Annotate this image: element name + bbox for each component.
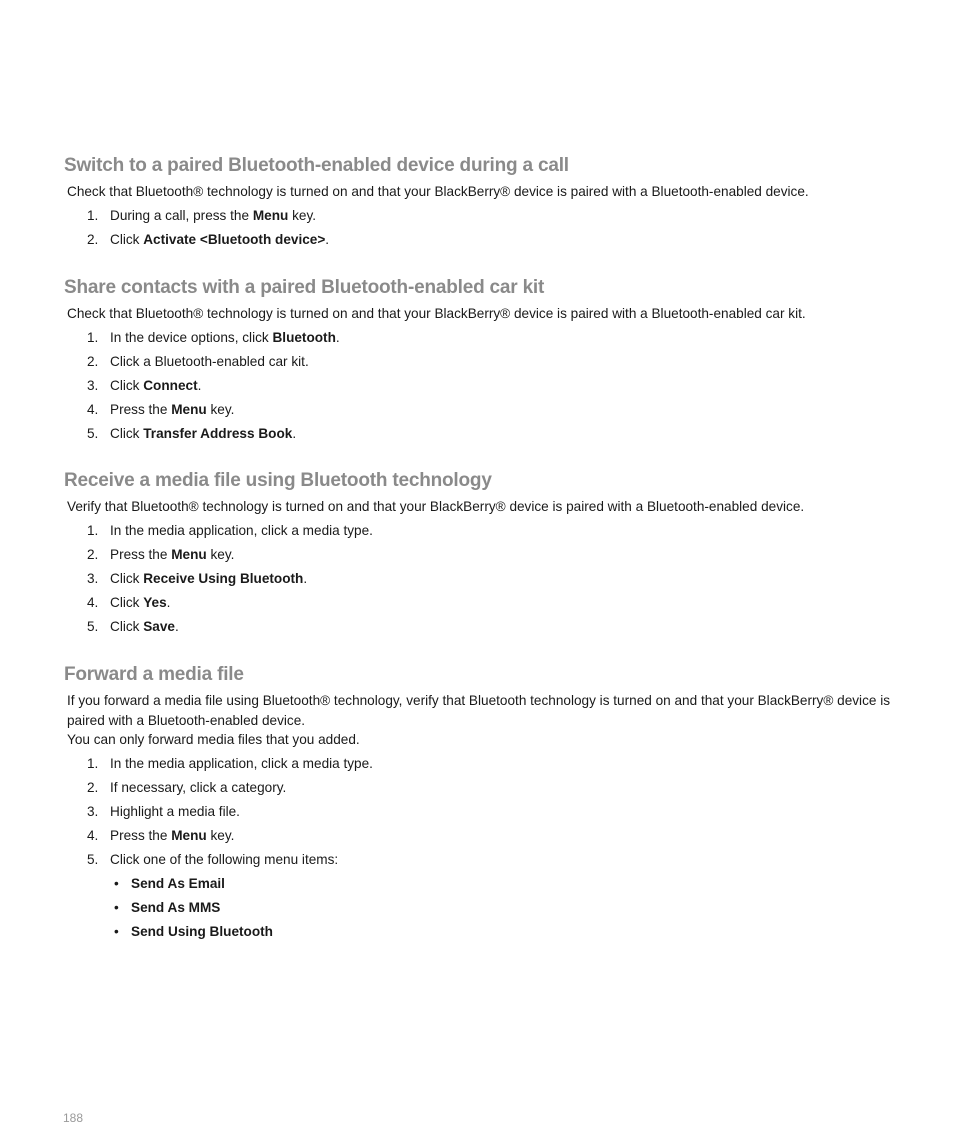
step-text: Highlight a media file. [110, 804, 240, 819]
page-number: 188 [63, 1111, 84, 1125]
step-text: Click Transfer Address Book. [110, 426, 297, 441]
step-number: 2. [87, 780, 99, 795]
section-note: You can only forward media files that you added. [67, 732, 360, 747]
menu-item-label: Send Using Bluetooth [131, 924, 273, 939]
step-text: Press the Menu key. [110, 547, 235, 562]
step-text: Click Activate <Bluetooth device>. [110, 232, 330, 247]
step-text: Press the Menu key. [110, 402, 235, 417]
section-intro: Check that Bluetooth® technology is turned on and that your BlackBerry® device is paired with a Bluetooth-enabled car kit. [67, 306, 806, 321]
step-number: 1. [87, 523, 99, 538]
step-number: 1. [87, 330, 99, 345]
step-number: 5. [87, 852, 99, 867]
step-number: 1. [87, 208, 99, 223]
step-number: 3. [87, 804, 99, 819]
step-number: 5. [87, 619, 99, 634]
step-text: Click one of the following menu items: [110, 852, 339, 867]
step-number: 3. [87, 378, 99, 393]
menu-item-label: Send As MMS [131, 900, 221, 915]
step-number: 4. [87, 828, 99, 843]
menu-item-label: Send As Email [131, 876, 225, 891]
step-text: In the media application, click a media type. [110, 756, 373, 771]
section-heading: Forward a media file [64, 664, 244, 685]
step-text: In the device options, click Bluetooth. [110, 330, 340, 345]
bullet-icon: • [114, 876, 119, 891]
section-heading: Share contacts with a paired Bluetooth-enabled car kit [64, 277, 545, 298]
step-number: 4. [87, 402, 99, 417]
step-text: Click Save. [110, 619, 179, 634]
step-text: Click Connect. [110, 378, 202, 393]
step-number: 5. [87, 426, 99, 441]
step-number: 1. [87, 756, 99, 771]
step-text: During a call, press the Menu key. [110, 208, 317, 223]
step-text: If necessary, click a category. [110, 780, 287, 795]
step-text: Click Receive Using Bluetooth. [110, 571, 308, 586]
step-number: 2. [87, 354, 99, 369]
section-heading: Switch to a paired Bluetooth-enabled device during a call [64, 155, 569, 176]
step-number: 3. [87, 571, 99, 586]
section-intro: If you forward a media file using Bluetooth® technology, verify that Bluetooth technology is turned on and that your BlackBerry® device is paired with a Bluetooth-enabled device. [67, 693, 891, 728]
step-number: 2. [87, 232, 99, 247]
bullet-icon: • [114, 900, 119, 915]
step-text: Click a Bluetooth-enabled car kit. [110, 354, 309, 369]
section-intro: Verify that Bluetooth® technology is turned on and that your BlackBerry® device is paired with a Bluetooth-enabled device. [67, 499, 805, 514]
step-text: In the media application, click a media type. [110, 523, 373, 538]
step-text: Click Yes. [110, 595, 171, 610]
step-text: Press the Menu key. [110, 828, 235, 843]
section-intro: Check that Bluetooth® technology is turned on and that your BlackBerry® device is paired with a Bluetooth-enabled device. [67, 184, 809, 199]
section-heading: Receive a media file using Bluetooth technology [64, 470, 492, 491]
step-number: 4. [87, 595, 99, 610]
bullet-icon: • [114, 924, 119, 939]
step-number: 2. [87, 547, 99, 562]
